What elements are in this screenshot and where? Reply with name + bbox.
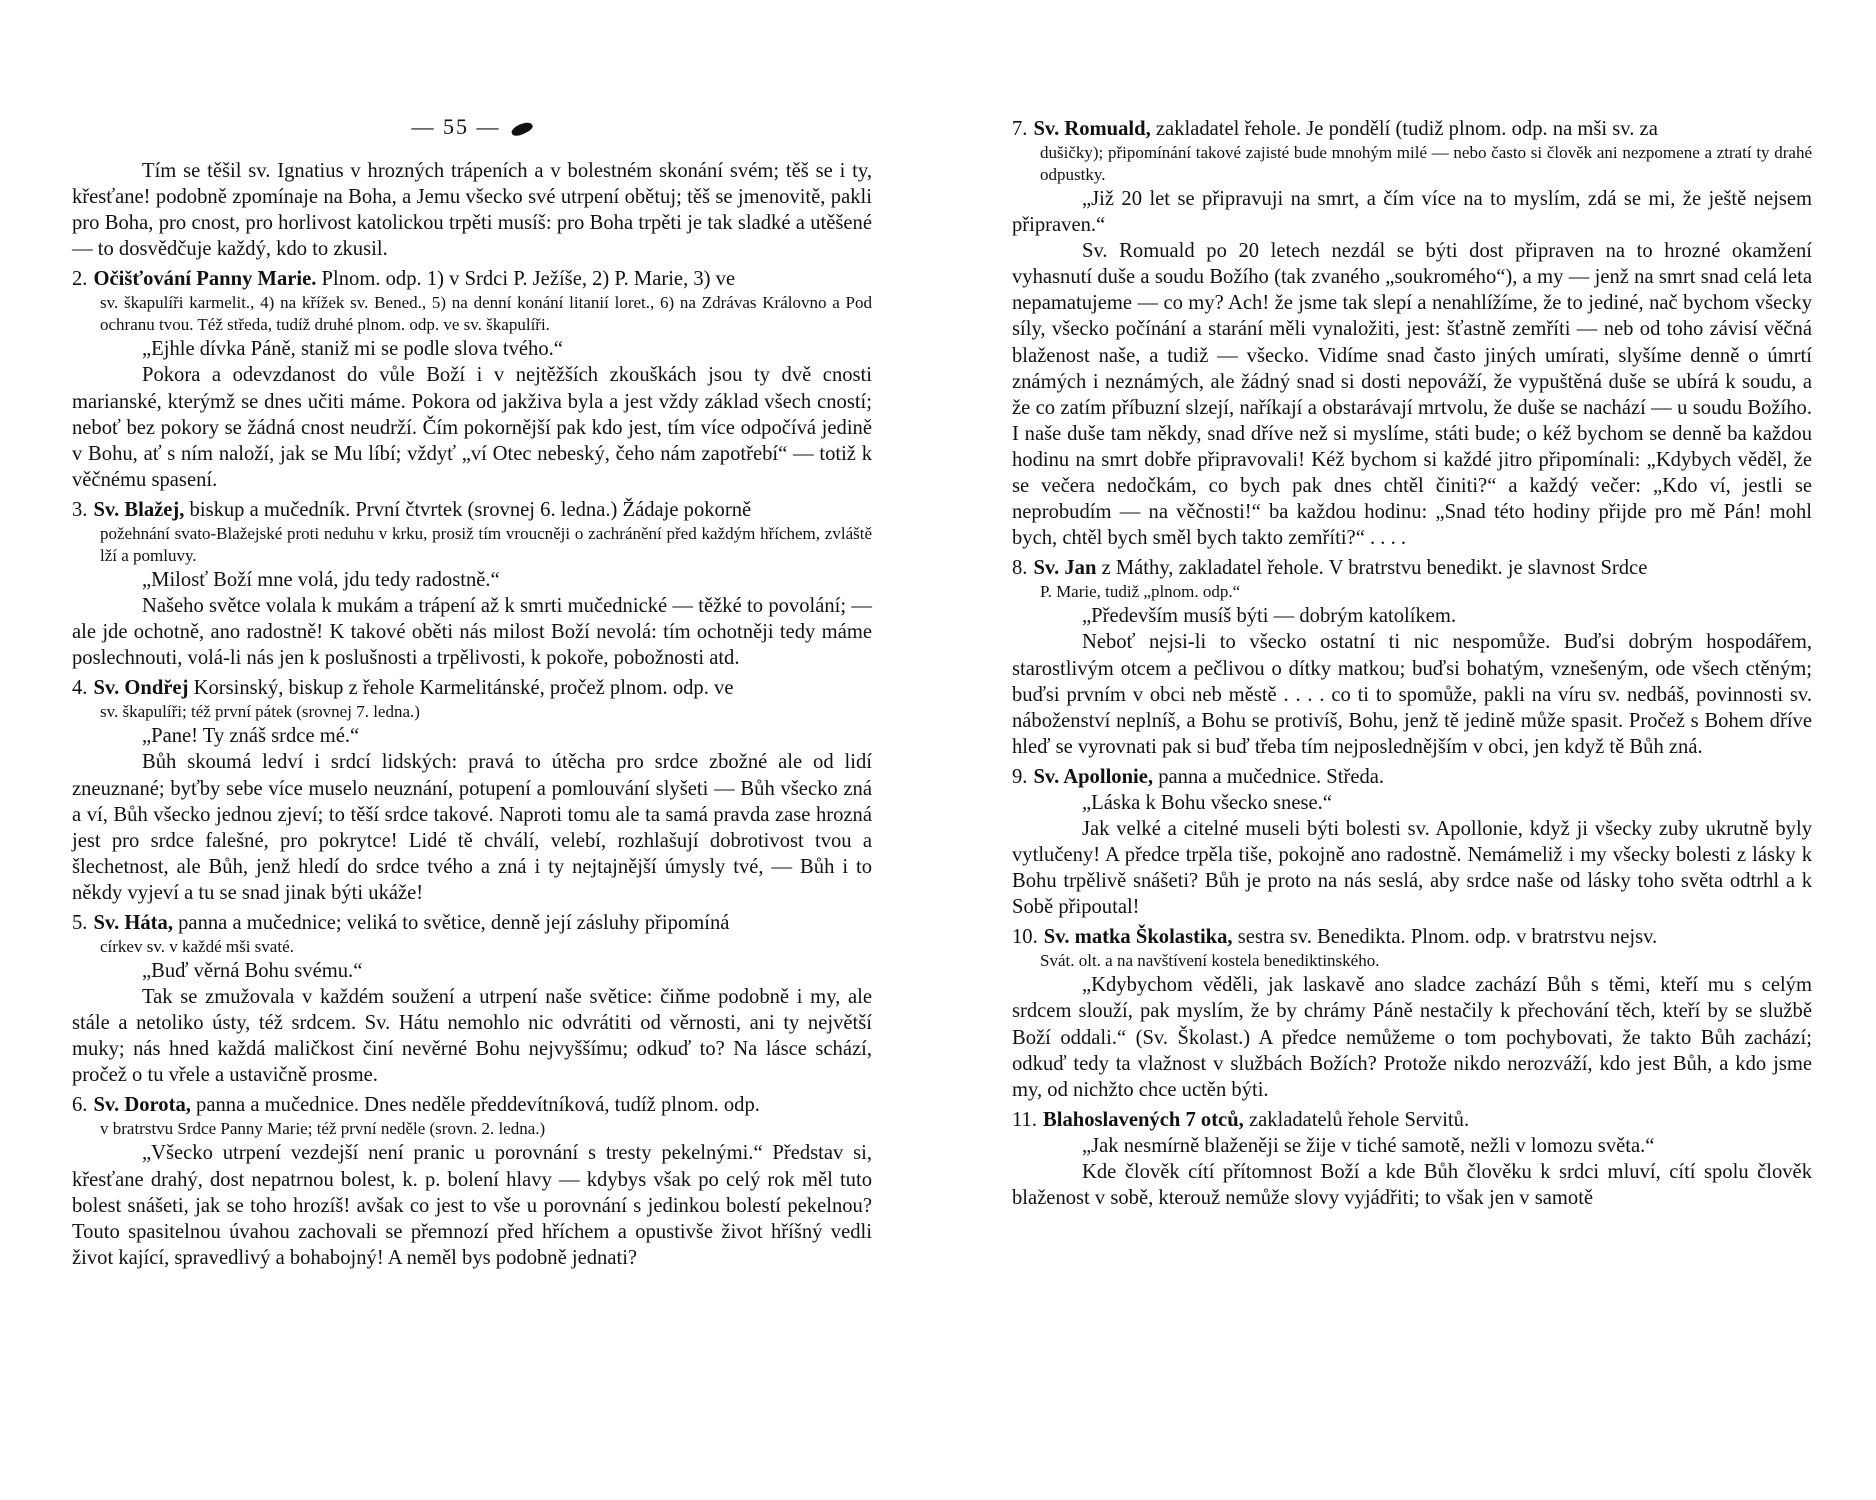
right-column <box>1012 112 1812 1211</box>
entry-heading: 8. Sv. Jan z Máthy, zakladatel řehole. V bratrstvu benedikt. je slavnost Srdce <box>1012 557 1648 580</box>
entry-quote: „Láska k Bohu všecko snese.“ <box>1082 791 1332 814</box>
entry-4 <box>72 675 872 906</box>
entry-quote: „Jak nesmírně blaženěji se žije v tiché samotě, nežli v lomozu světa.“ <box>1082 1134 1655 1157</box>
entry-heading: 6. Sv. Dorota, panna a mučednice. Dnes neděle předdevítníková, tudíž plnom. odp. <box>72 1094 760 1117</box>
entry-heading: 11. Blahoslavených 7 otců, zakladatelů řehole Servitů. <box>1012 1108 1470 1131</box>
entry-note: sv. škapulíři; též první pátek (srovnej 7. ledna.) <box>100 702 420 722</box>
entry-9 <box>1012 764 1812 920</box>
ink-blot <box>509 120 533 138</box>
entry-body: Bůh skoumá ledví i srdcí lidských: pravá to útěcha pro srdce zbožné ale od lidí zneuznané; byťby sebe více muselo neuznání, potupení a pomlouvání slyšeti — Bůh všecko zná a ví, Bůh všecko jednou zjeví; to těší srdce takové. Naproti tomu ale ta samá pravda zase hrozná jest pro srdce falešné, pro pokrytce! Lidé tě chválí, velebí, rozhlašují dobrotivost tvou a šlechetnost, ale Bůh, jenž hledí do srdce tvého a zná i ty nejtajnější úmysly tvé, — Bůh i to někdy vyjeví a tu se snad jinak býti ukáže! <box>72 751 872 904</box>
entry-heading: 2. Očišťování Panny Marie. Plnom. odp. 1) v Srdci P. Ježíše, 2) P. Marie, 3) ve <box>72 268 736 291</box>
entry-body: Tak se zmužovala v každém soužení a utrpení naše světice: čiňme podobně i my, ale stále a netoliko ústy, též srdcem. Sv. Hátu nemohlo nic odvrátiti od věrnosti, ani ty největší muky; nás hned každá maličkost činí nevěrné Bohu nejvyššímu; odkuď to? Na lásce schází, pročež o tu vřele a ustavičně prosme. <box>72 986 872 1087</box>
entry-heading: 7. Sv. Romuald, zakladatel řehole. Je pondělí (tudiž plnom. odp. na mši sv. za <box>1012 118 1658 140</box>
left-column <box>72 158 872 1271</box>
page-number: — 55 — <box>72 114 872 140</box>
entry-heading: 5. Sv. Háta, panna a mučednice; veliká to světice, denně její zásluhy připomíná <box>72 911 730 934</box>
entry-2 <box>72 266 872 493</box>
entry-7 <box>1012 116 1812 551</box>
entry-note: Svát. olt. a na navštívení kostela benediktinského. <box>1040 951 1380 971</box>
entry-body: Neboť nejsi-li to všecko ostatní ti nic nespomůže. Buďsi dobrým hospodářem, starostlivým otcem a pečlivou o dítky matkou; buďsi bohatým, vznešeným, ode všech ctěným; buďsi prvním v obci neb městě . . . . co ti to spomůže, pakli na víru sv. nedbáš, povinnosti sv. náboženství neplníš, a Bohu se protivíš, Bohu, jenž tě jedině může spasit. Pročež s Bohem dříve hleď se vyrovnati pak si buď třeba tím nejposlednějším v obci, jen když tě Bůh zná. <box>1012 631 1812 758</box>
entry-note: sv. škapulíři karmelit., 4) na křížek sv. Bened., 5) na denní konání litanií loret., 6) na Zdrávas Královno a Pod ochranu tvou. Též středa, tudíž druhé plnom. odp. ve sv. škapulíři. <box>100 293 872 335</box>
entry-note: církev sv. v každé mši svaté. <box>100 936 294 956</box>
entry-body: Sv. Romuald po 20 letech nezdál se býti dost připraven na to hrozné okamžení vyhasnutí duše a soudu Božího (tak zvaného „soukromého“), a my — jenž na smrt snad celá leta nepamatujeme — co my? Ach! že jsme tak slepí a nenahlížíme, že to jediné, nač bychom všecky síly, všecko počínání a starání měli vynaložiti, jest: šťastně zemříti — neb od toho závisí věčná blaženost naše, a tudiž — všecko. Vidíme snad často jiných umírati, slyšíme denně o úmrtí známých i neznámých, ale žádný snad si dosti nepováží, že vypuštěná duše se ubírá k soudu, a že co zatím příbuzní slzejí, naříkají a obstarávají mrtvolu, že duše se nachází — u soudu Božího. I naše duše tam někdy, snad dříve než si myslíme, státi bude; o kéž bychom se denně ba každou hodinu na smrt dobře připravovali! Kéž bychom si každé jitro připomínali: „Kdybych věděl, že se večera nedočkám, co bych pak dnes chtěl činiti?“ a každý večer: „Kdo ví, jestli se neprobudím — na věčnosti!“ ba každou hodinu: „Snad této hodiny přijde pro mě Pán! mohl bych, chtěl bych směl bych takto zemříti?“ . . . . <box>1012 240 1812 550</box>
entry-body: Kde člověk cítí přítomnost Boží a kde Bůh člověku k srdci mluví, cítí spolu člověk blaženost v sobě, kterouž nemůže slovy vyjádřiti; to však jen v samotě <box>1012 1160 1812 1209</box>
entry-10 <box>1012 924 1812 1102</box>
entry-6 <box>72 1092 872 1270</box>
entry-heading: 10. Sv. matka Školastika, sestra sv. Benedikta. Plnom. odp. v bratrstvu nejsv. <box>1012 926 1658 949</box>
entry-body: Našeho světce volala k mukám a trápení až k smrti mučednické — těžké to povolání; — ale jde ochotně, ano radostně! K takové oběti nás milost Boží nevolá: tím ochotněji tedy máme poslechnouti, volá-li nás jen k poslušnosti a trpělivosti, k pokoře, pobožnosti atd. <box>72 595 872 670</box>
entry-quote: „Především musíš býti — dobrým katolíkem. <box>1082 605 1457 628</box>
entry-body: „Všecko utrpení vezdejší není pranic u porovnání s tresty pekelnými.“ Představ si, křesťane drahý, dost nepatrnou bolest, k. p. bolení hlavy — kdybys však po celý rok měl tuto bolest snášeti, jak se toho hrozíš! avšak co jest to vše u porovnání s jedinkou bolestí pekelnou? Touto spasitelnou úvahou zachovali se přemnozí před hříchem a opustivše život hříšný vedli život kající, spravedlivý a bohabojný! A neměl bys podobně jednati? <box>72 1142 872 1269</box>
entry-body: Pokora a odevzdanost do vůle Boží i v nejtěžších zkouškách jsou ty dvě cnosti marianské, kterýmž se dnes učiti máme. Pokora od jakživa byla a jest vždy základ všech cností; neboť bez pokory se žádná cnost neudrží. Čím pokornější pak kdo jest, tím více odpočívá jedině v Bohu, ať s ním naloží, jak se Mu líbí; vždyť „ví Otec nebeský, čeho nám zapotřebí“ — totiž k věčnému spasení. <box>72 364 872 491</box>
entry-note: P. Marie, tudiž „plnom. odp.“ <box>1040 582 1241 602</box>
entry-3 <box>72 497 872 671</box>
entry-8 <box>1012 555 1812 760</box>
entry-heading: 4. Sv. Ondřej Korsinský, biskup z řehole Karmelitánské, pročež plnom. odp. ve <box>72 677 734 700</box>
entry-note: v bratrstvu Srdce Panny Marie; též první neděle (srovn. 2. ledna.) <box>100 1119 546 1139</box>
entry-5 <box>72 910 872 1088</box>
entry-quote: „Pane! Ty znáš srdce mé.“ <box>142 725 360 748</box>
entry-heading: 3. Sv. Blažej, biskup a mučedník. První čtvrtek (srovnej 6. ledna.) Žádaje pokorně <box>72 498 752 521</box>
entry-body: Jak velké a citelné museli býti bolesti sv. Apollonie, když ji všecky zuby ukrutně byly vytlučeny! A předce trpěla tiše, pokojně ano radostně. Nemámeliž i my všecky bolesti z lásky k Bohu trpělivě snášeti? Bůh je proto na nás seslá, aby srdce naše od lásky toho světa odtrhl a k Sobě připoutal! <box>1012 817 1812 919</box>
entry-heading: 9. Sv. Apollonie, panna a mučednice. Středa. <box>1012 765 1385 788</box>
entry-quote: „Již 20 let se připravuji na smrt, a čím více na to myslím, zdá se mi, že ještě nejsem připraven.“ <box>1012 188 1812 237</box>
intro-paragraph: Tím se těšil sv. Ignatius v hrozných trápeních a v bolestném skonání svém; těš se i ty, křesťane! podobně zpomínaje na Boha, a Jemu všecko své utrpení obětuj; těš se jmenovitě, pakli pro Boha, pro cnost, pro horlivost katolickou trpěti musíš: pro Boha trpěti je tak sladké a utěšené — to dosvědčuje každý, kdo to zkusil. <box>72 160 872 261</box>
entry-body: „Kdybychom věděli, jak laskavě ano sladce zachází Bůh s těmi, kteří mu s celým srdcem slouží, pak myslím, že by chrámy Páně nestačily k přechování těch, kteří by se službě Boží oddali.“ (Sv. Školast.) A předce nemůžeme o tom pochybovati, že takto Bůh zachází; odkuď tedy ta vlažnost v službách Božích? Protože nikdo nerozváží, kdo jest Bůh, a kdo jsme my, od nichžto chce uctěn býti. <box>1012 974 1812 1101</box>
entry-quote: „Milosť Boží mne volá, jdu tedy radostně.“ <box>142 568 500 591</box>
entry-11 <box>1012 1107 1812 1211</box>
entry-note: dušičky); připomínání takové zajisté bude mnohým milé — nebo často si člověk ani nezpomene a ztratí ty drahé odpustky. <box>1040 143 1812 184</box>
entry-note: požehnání svato-Blažejské proti neduhu v krku, prosiž tím vroucněji o zachránění před každým hříchem, zvláště lží a pomluvy. <box>100 523 872 565</box>
entry-quote: „Ejhle dívka Páně, staniž mi se podle slova tvého.“ <box>142 338 563 361</box>
entry-quote: „Buď věrná Bohu svému.“ <box>142 959 363 982</box>
